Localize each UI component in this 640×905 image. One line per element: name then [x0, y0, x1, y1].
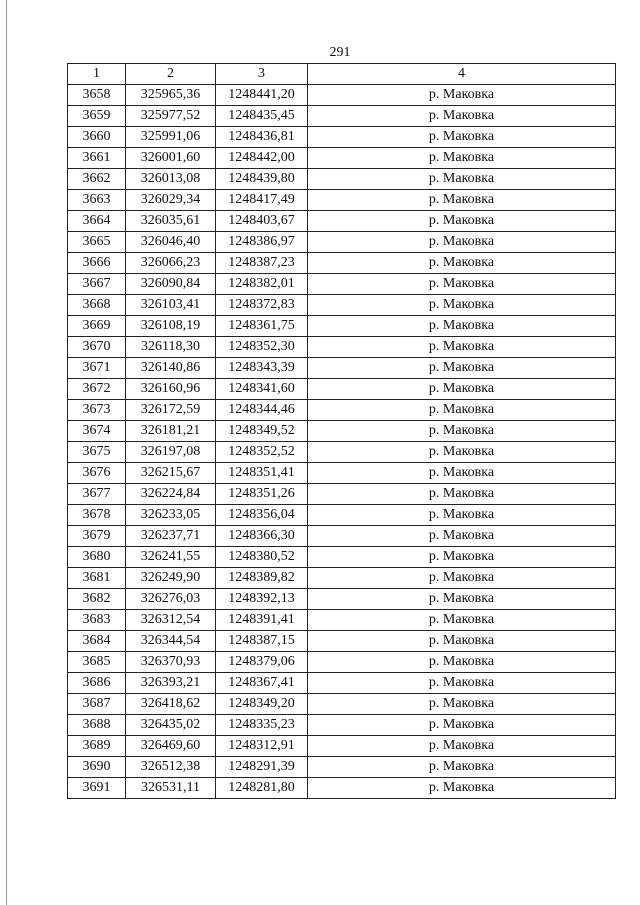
x-coordinate-cell: 326233,05: [126, 505, 216, 526]
table-row: [68, 631, 616, 652]
table-row: [68, 211, 616, 232]
x-coordinate-cell: 326108,19: [126, 316, 216, 337]
point-number-cell: 3684: [68, 631, 126, 652]
x-coordinate-cell: 326512,38: [126, 757, 216, 778]
description-cell: р. Маковка: [308, 568, 616, 589]
table-row: [68, 673, 616, 694]
y-coordinate-cell: 1248335,23: [216, 715, 308, 736]
description-cell: р. Маковка: [308, 253, 616, 274]
point-number-cell: 3674: [68, 421, 126, 442]
table-row: [68, 757, 616, 778]
y-coordinate-cell: 1248372,83: [216, 295, 308, 316]
table-body: [68, 85, 616, 799]
table-row: [68, 190, 616, 211]
table-row: [68, 253, 616, 274]
table-row: [68, 652, 616, 673]
x-coordinate-cell: 326370,93: [126, 652, 216, 673]
y-coordinate-cell: 1248352,52: [216, 442, 308, 463]
table-row: [68, 295, 616, 316]
y-coordinate-cell: 1248387,23: [216, 253, 308, 274]
column-header-4: 4: [308, 64, 616, 85]
description-cell: р. Маковка: [308, 127, 616, 148]
x-coordinate-cell: 326140,86: [126, 358, 216, 379]
column-header-3: 3: [216, 64, 308, 85]
point-number-cell: 3669: [68, 316, 126, 337]
description-cell: р. Маковка: [308, 484, 616, 505]
point-number-cell: 3664: [68, 211, 126, 232]
x-coordinate-cell: 326181,21: [126, 421, 216, 442]
point-number-cell: 3690: [68, 757, 126, 778]
y-coordinate-cell: 1248281,80: [216, 778, 308, 799]
table-row: [68, 778, 616, 799]
x-coordinate-cell: 326160,96: [126, 379, 216, 400]
y-coordinate-cell: 1248351,41: [216, 463, 308, 484]
description-cell: р. Маковка: [308, 757, 616, 778]
point-number-cell: 3667: [68, 274, 126, 295]
x-coordinate-cell: 325965,36: [126, 85, 216, 106]
y-coordinate-cell: 1248417,49: [216, 190, 308, 211]
description-cell: р. Маковка: [308, 400, 616, 421]
description-cell: р. Маковка: [308, 337, 616, 358]
point-number-cell: 3663: [68, 190, 126, 211]
description-cell: р. Маковка: [308, 274, 616, 295]
description-cell: р. Маковка: [308, 715, 616, 736]
x-coordinate-cell: 325991,06: [126, 127, 216, 148]
point-number-cell: 3681: [68, 568, 126, 589]
column-header-2: 2: [126, 64, 216, 85]
table-row: [68, 400, 616, 421]
y-coordinate-cell: 1248387,15: [216, 631, 308, 652]
x-coordinate-cell: 326531,11: [126, 778, 216, 799]
y-coordinate-cell: 1248351,26: [216, 484, 308, 505]
point-number-cell: 3679: [68, 526, 126, 547]
table-row: [68, 358, 616, 379]
table-row: [68, 715, 616, 736]
x-coordinate-cell: 326172,59: [126, 400, 216, 421]
coordinates-table: [67, 63, 616, 799]
x-coordinate-cell: 326118,30: [126, 337, 216, 358]
x-coordinate-cell: 325977,52: [126, 106, 216, 127]
description-cell: р. Маковка: [308, 652, 616, 673]
y-coordinate-cell: 1248436,81: [216, 127, 308, 148]
description-cell: р. Маковка: [308, 526, 616, 547]
y-coordinate-cell: 1248344,46: [216, 400, 308, 421]
y-coordinate-cell: 1248442,00: [216, 148, 308, 169]
description-cell: р. Маковка: [308, 379, 616, 400]
description-cell: р. Маковка: [308, 421, 616, 442]
point-number-cell: 3691: [68, 778, 126, 799]
x-coordinate-cell: 326046,40: [126, 232, 216, 253]
point-number-cell: 3672: [68, 379, 126, 400]
table-row: [68, 442, 616, 463]
x-coordinate-cell: 326393,21: [126, 673, 216, 694]
table-row: [68, 484, 616, 505]
y-coordinate-cell: 1248366,30: [216, 526, 308, 547]
point-number-cell: 3680: [68, 547, 126, 568]
point-number-cell: 3676: [68, 463, 126, 484]
description-cell: р. Маковка: [308, 631, 616, 652]
y-coordinate-cell: 1248380,52: [216, 547, 308, 568]
y-coordinate-cell: 1248386,97: [216, 232, 308, 253]
table-row: [68, 379, 616, 400]
description-cell: р. Маковка: [308, 505, 616, 526]
column-header-1: 1: [68, 64, 126, 85]
table-row: [68, 547, 616, 568]
y-coordinate-cell: 1248341,60: [216, 379, 308, 400]
table-row: [68, 589, 616, 610]
description-cell: р. Маковка: [308, 316, 616, 337]
y-coordinate-cell: 1248439,80: [216, 169, 308, 190]
description-cell: р. Маковка: [308, 589, 616, 610]
table-row: [68, 106, 616, 127]
description-cell: р. Маковка: [308, 463, 616, 484]
point-number-cell: 3677: [68, 484, 126, 505]
x-coordinate-cell: 326029,34: [126, 190, 216, 211]
table-row: [68, 421, 616, 442]
description-cell: р. Маковка: [308, 673, 616, 694]
table-row: [68, 127, 616, 148]
y-coordinate-cell: 1248352,30: [216, 337, 308, 358]
y-coordinate-cell: 1248392,13: [216, 589, 308, 610]
table-header-row: [68, 64, 616, 85]
point-number-cell: 3668: [68, 295, 126, 316]
description-cell: р. Маковка: [308, 85, 616, 106]
point-number-cell: 3682: [68, 589, 126, 610]
point-number-cell: 3671: [68, 358, 126, 379]
point-number-cell: 3659: [68, 106, 126, 127]
point-number-cell: 3689: [68, 736, 126, 757]
y-coordinate-cell: 1248403,67: [216, 211, 308, 232]
y-coordinate-cell: 1248389,82: [216, 568, 308, 589]
description-cell: р. Маковка: [308, 232, 616, 253]
point-number-cell: 3670: [68, 337, 126, 358]
x-coordinate-cell: 326215,67: [126, 463, 216, 484]
description-cell: р. Маковка: [308, 610, 616, 631]
table-row: [68, 568, 616, 589]
description-cell: р. Маковка: [308, 778, 616, 799]
y-coordinate-cell: 1248349,20: [216, 694, 308, 715]
table-row: [68, 316, 616, 337]
point-number-cell: 3665: [68, 232, 126, 253]
point-number-cell: 3666: [68, 253, 126, 274]
table-row: [68, 85, 616, 106]
point-number-cell: 3686: [68, 673, 126, 694]
x-coordinate-cell: 326035,61: [126, 211, 216, 232]
x-coordinate-cell: 326066,23: [126, 253, 216, 274]
x-coordinate-cell: 326249,90: [126, 568, 216, 589]
point-number-cell: 3660: [68, 127, 126, 148]
y-coordinate-cell: 1248349,52: [216, 421, 308, 442]
y-coordinate-cell: 1248441,20: [216, 85, 308, 106]
point-number-cell: 3662: [68, 169, 126, 190]
description-cell: р. Маковка: [308, 106, 616, 127]
y-coordinate-cell: 1248379,06: [216, 652, 308, 673]
x-coordinate-cell: 326197,08: [126, 442, 216, 463]
point-number-cell: 3658: [68, 85, 126, 106]
point-number-cell: 3687: [68, 694, 126, 715]
x-coordinate-cell: 326435,02: [126, 715, 216, 736]
description-cell: р. Маковка: [308, 442, 616, 463]
point-number-cell: 3673: [68, 400, 126, 421]
x-coordinate-cell: 326312,54: [126, 610, 216, 631]
table-row: [68, 463, 616, 484]
point-number-cell: 3678: [68, 505, 126, 526]
table-row: [68, 526, 616, 547]
page-number: 291: [329, 45, 351, 60]
description-cell: р. Маковка: [308, 169, 616, 190]
x-coordinate-cell: 326013,08: [126, 169, 216, 190]
y-coordinate-cell: 1248382,01: [216, 274, 308, 295]
table-row: [68, 148, 616, 169]
point-number-cell: 3685: [68, 652, 126, 673]
x-coordinate-cell: 326001,60: [126, 148, 216, 169]
table-row: [68, 232, 616, 253]
table-row: [68, 505, 616, 526]
x-coordinate-cell: 326224,84: [126, 484, 216, 505]
x-coordinate-cell: 326418,62: [126, 694, 216, 715]
table-row: [68, 337, 616, 358]
description-cell: р. Маковка: [308, 211, 616, 232]
description-cell: р. Маковка: [308, 736, 616, 757]
y-coordinate-cell: 1248435,45: [216, 106, 308, 127]
y-coordinate-cell: 1248312,91: [216, 736, 308, 757]
y-coordinate-cell: 1248291,39: [216, 757, 308, 778]
table-row: [68, 169, 616, 190]
y-coordinate-cell: 1248361,75: [216, 316, 308, 337]
y-coordinate-cell: 1248367,41: [216, 673, 308, 694]
description-cell: р. Маковка: [308, 358, 616, 379]
description-cell: р. Маковка: [308, 694, 616, 715]
table-row: [68, 736, 616, 757]
x-coordinate-cell: 326103,41: [126, 295, 216, 316]
x-coordinate-cell: 326344,54: [126, 631, 216, 652]
description-cell: р. Маковка: [308, 190, 616, 211]
description-cell: р. Маковка: [308, 547, 616, 568]
y-coordinate-cell: 1248356,04: [216, 505, 308, 526]
x-coordinate-cell: 326276,03: [126, 589, 216, 610]
description-cell: р. Маковка: [308, 148, 616, 169]
page-left-edge: [6, 0, 7, 905]
point-number-cell: 3661: [68, 148, 126, 169]
point-number-cell: 3675: [68, 442, 126, 463]
x-coordinate-cell: 326241,55: [126, 547, 216, 568]
x-coordinate-cell: 326237,71: [126, 526, 216, 547]
y-coordinate-cell: 1248391,41: [216, 610, 308, 631]
y-coordinate-cell: 1248343,39: [216, 358, 308, 379]
point-number-cell: 3688: [68, 715, 126, 736]
table-row: [68, 610, 616, 631]
table-row: [68, 274, 616, 295]
table-row: [68, 694, 616, 715]
description-cell: р. Маковка: [308, 295, 616, 316]
point-number-cell: 3683: [68, 610, 126, 631]
x-coordinate-cell: 326090,84: [126, 274, 216, 295]
x-coordinate-cell: 326469,60: [126, 736, 216, 757]
